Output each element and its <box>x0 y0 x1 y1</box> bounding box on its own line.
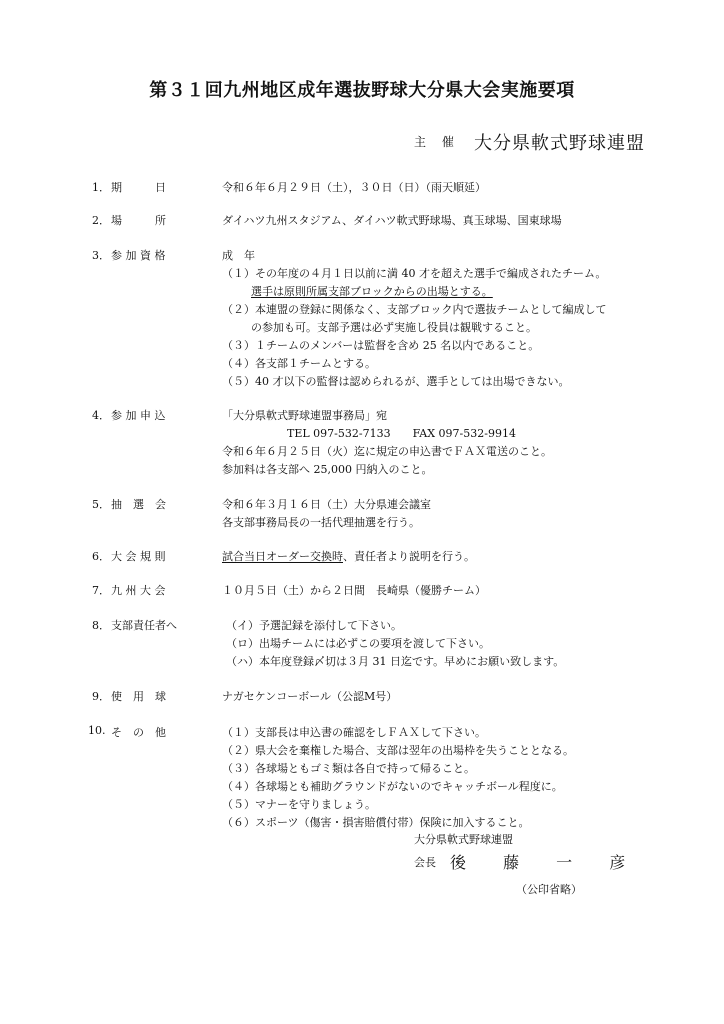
section-text: 各支部事務局長の一括代理抽選を行う。 <box>222 516 420 529</box>
section-text: （６）スポーツ（傷害・損害賠償付帯）保険に加入すること。 <box>222 816 530 829</box>
section-text: （１）支部長は申込書の確認をしＦＡＸして下さい。 <box>222 726 486 739</box>
signature-name: 後 藤 一 彦 <box>450 853 642 872</box>
organizer-name: 大分県軟式野球連盟 <box>474 133 645 154</box>
contact-line: TEL 097-532-7133 FAX 097-532-9914 <box>287 427 516 440</box>
section-text: （４）各球場とも補助グラウンドがないのでキャッチボール程度に。 <box>222 780 563 793</box>
section-text: 「大分県軟式野球連盟事務局」宛 <box>222 409 387 422</box>
section-label: そ の 他 <box>111 726 166 739</box>
signature-title: 会長 <box>414 856 436 869</box>
section-number: 5． <box>92 498 110 511</box>
section-text <box>222 548 475 564</box>
section-text: （２）県大会を棄権した場合、支部は翌年の出場枠を失うこととなる。 <box>222 744 574 757</box>
section-text: 参加料は各支部へ 25,000 円納入のこと。 <box>222 463 433 476</box>
section-text: （１）その年度の４月１日以前に満 40 才を超えた選手で編成されたチーム。 <box>222 267 607 280</box>
section-number: 2． <box>92 214 110 227</box>
section-text: （５）マナーを守りましょう。 <box>222 798 376 811</box>
section-text: 令和６年３月１６日（土）大分県連会議室 <box>222 498 431 511</box>
section-label: 期 日 <box>111 181 166 194</box>
section-number: 3． <box>92 249 110 262</box>
section-text: （３）各球場ともゴミ類は各自で持って帰ること。 <box>222 762 475 775</box>
document-title: 第３１回九州地区成年選抜野球大分県大会実施要項 <box>149 80 575 101</box>
section-text: 令和６年６月２５日（火）迄に規定の申込書でＦＡＸ電送のこと。 <box>222 445 552 458</box>
seal-omitted-note: （公印省略） <box>516 883 582 896</box>
section-label: 参 加 申 込 <box>111 409 166 422</box>
section-number: 1． <box>92 181 110 194</box>
section-number: 8． <box>92 619 110 632</box>
signature-organization: 大分県軟式野球連盟 <box>414 833 513 846</box>
section-text: （ハ）本年度登録〆切は３月 31 日迄です。早めにお願い致します。 <box>226 655 565 668</box>
section-label: 使 用 球 <box>111 690 166 703</box>
section-label: 大 会 規 則 <box>111 550 166 563</box>
section-label: 支部責任者へ <box>111 619 177 632</box>
section-text: （３）１チームのメンバーは監督を含め 25 名以内であること。 <box>222 339 540 352</box>
section-number: 10. <box>88 724 106 737</box>
section-label: 参 加 資 格 <box>111 249 166 262</box>
section-text: ナガセケンコーボール（公認M号） <box>222 690 398 703</box>
section-text: （ロ）出場チームには必ずこの要項を渡して下さい。 <box>226 637 490 650</box>
section-text: ダイハツ九州スタジアム、ダイハツ軟式野球場、真玉球場、国東球場 <box>222 214 562 227</box>
section-number: 4． <box>92 409 110 422</box>
section-text: （５）40 才以下の監督は認められるが、選手としては出場できない。 <box>222 375 570 388</box>
section-number: 6． <box>92 550 110 563</box>
section-text-underlined: 選手は原則所属支部ブロックからの出場とする。 <box>251 285 493 298</box>
section-text: 令和６年６月２９日（土），３０日（日）（雨天順延） <box>222 181 486 194</box>
section-text: （４）各支部１チームとする。 <box>222 357 376 370</box>
organizer-label: 主 催 <box>414 135 460 149</box>
underlined-phrase: 試合当日オーダー交換時 <box>222 550 343 563</box>
section-text: （２）本連盟の登録に関係なく、支部ブロック内で選抜チームとして編成して <box>222 303 607 316</box>
section-text: １０月５日（土）から２日間 長崎県（優勝チーム） <box>222 584 486 597</box>
section-text: 成 年 <box>222 249 255 262</box>
section-label: 場 所 <box>111 214 166 227</box>
section-text: （イ）予選記録を添付して下さい。 <box>226 619 402 632</box>
section-text: の参加も可。支部予選は必ず実施し役員は観戦すること。 <box>251 321 537 334</box>
section-number: 7． <box>92 584 110 597</box>
section-text-rest: 、責任者より説明を行う。 <box>343 550 475 563</box>
section-label: 抽 選 会 <box>111 498 166 511</box>
section-label: 九 州 大 会 <box>111 584 166 597</box>
section-number: 9． <box>92 690 110 703</box>
